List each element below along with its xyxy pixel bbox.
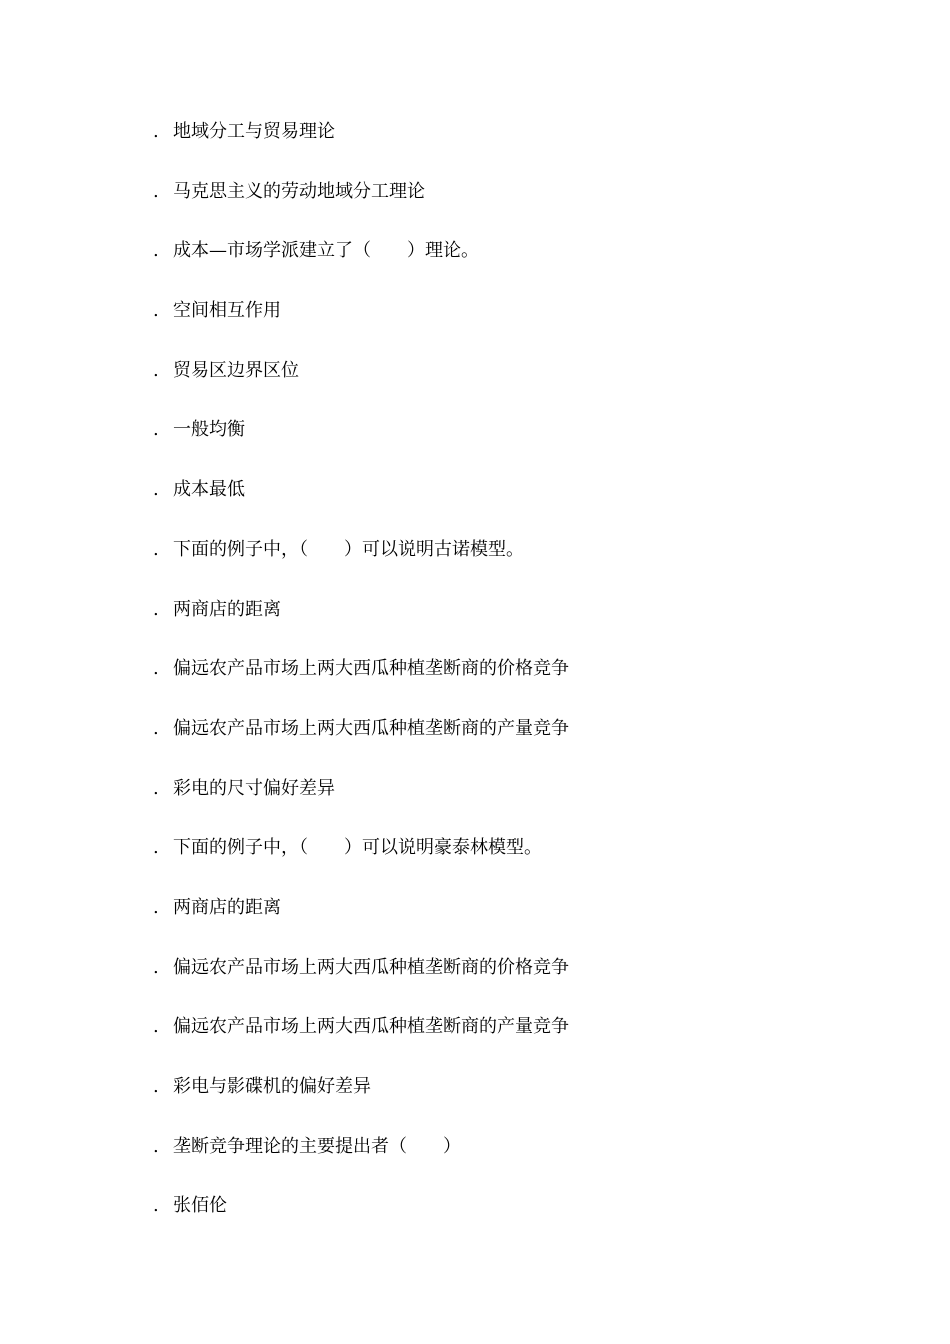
line-marker: .: [153, 240, 159, 262]
line-marker: .: [153, 1016, 159, 1038]
document-line: [153, 178, 569, 238]
line-marker: .: [153, 1135, 159, 1157]
question-line: [153, 1133, 569, 1193]
line-marker: .: [153, 837, 159, 859]
option-text: 成本最低: [173, 479, 245, 501]
option-text: 贸易区边界区位: [173, 359, 299, 381]
question-line: [153, 237, 569, 297]
option-line: [153, 954, 569, 1014]
option-text: 张佰伦: [173, 1195, 227, 1217]
option-text: 两商店的距离: [173, 598, 281, 620]
option-line: [153, 596, 569, 656]
option-text: 彩电与影碟机的偏好差异: [173, 1076, 371, 1097]
option-text: 空间相互作用: [173, 300, 281, 322]
line-marker: .: [153, 359, 159, 381]
option-text: 偏远农产品市场上两大西瓜种植垄断商的价格竞争: [173, 658, 569, 680]
document-line: [153, 118, 569, 178]
line-text: 地域分工与贸易理论: [173, 121, 335, 142]
question-line: [153, 536, 569, 596]
line-marker: .: [153, 777, 159, 799]
option-line: [153, 297, 569, 357]
question-text: 垄断竞争理论的主要提出者（ ）: [173, 1135, 461, 1157]
option-text: 两商店的距离: [173, 896, 281, 918]
line-marker: .: [153, 121, 159, 142]
line-marker: .: [153, 1076, 159, 1097]
question-text: 成本—市场学派建立了（ ）理论。: [173, 240, 479, 262]
option-line: [153, 775, 569, 835]
line-marker: .: [153, 598, 159, 620]
option-text: 一般均衡: [173, 419, 245, 441]
line-marker: .: [153, 1195, 159, 1217]
line-text: 马克思主义的劳动地域分工理论: [173, 180, 425, 202]
option-line: [153, 715, 569, 775]
option-text: 偏远农产品市场上两大西瓜种植垄断商的产量竞争: [173, 1016, 569, 1038]
option-line: [153, 655, 569, 715]
line-marker: .: [153, 956, 159, 978]
option-line: [153, 357, 569, 417]
question-line: [153, 834, 569, 894]
option-text: 彩电的尺寸偏好差异: [173, 777, 335, 799]
line-marker: .: [153, 479, 159, 501]
option-line: [153, 1073, 569, 1133]
document-line-list: [153, 118, 569, 1252]
line-marker: .: [153, 419, 159, 441]
question-text: 下面的例子中，（ ）可以说明古诺模型。: [173, 538, 524, 560]
line-marker: .: [153, 717, 159, 739]
option-text: 偏远农产品市场上两大西瓜种植垄断商的产量竞争: [173, 717, 569, 739]
line-marker: .: [153, 300, 159, 322]
question-text: 下面的例子中，（ ）可以说明豪泰林模型。: [173, 837, 542, 859]
option-line: [153, 1192, 569, 1252]
option-line: [153, 476, 569, 536]
option-text: 偏远农产品市场上两大西瓜种植垄断商的价格竞争: [173, 956, 569, 978]
option-line: [153, 894, 569, 954]
line-marker: .: [153, 180, 159, 202]
line-marker: .: [153, 658, 159, 680]
line-marker: .: [153, 538, 159, 560]
option-line: [153, 416, 569, 476]
line-marker: .: [153, 896, 159, 918]
option-line: [153, 1013, 569, 1073]
